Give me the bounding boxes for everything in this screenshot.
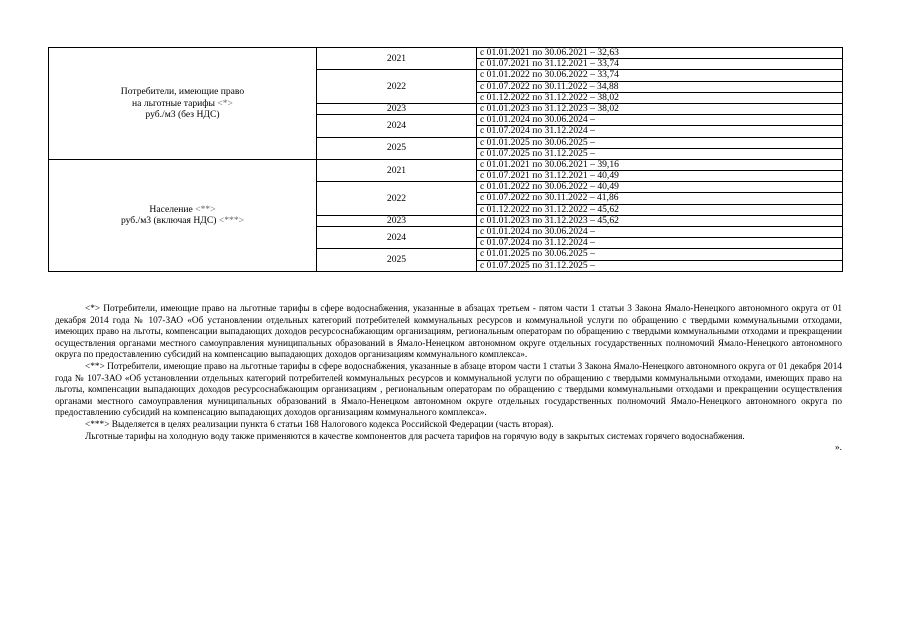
footnote-marker: <*> bbox=[217, 97, 233, 109]
period-cell bbox=[477, 70, 843, 104]
period-cell bbox=[477, 215, 843, 226]
period-cell bbox=[477, 227, 843, 249]
period-line: с 01.12.2022 по 31.12.2022 – 38,02 bbox=[477, 92, 842, 103]
footnote-1: <*> Потребители, имеющие право на льготные тарифы в сфере водоснабжения, указанные в абзацах третьем - пятом части 1 статьи 3 Закона Ямало-Ненецкого автономного округа от 01 декабря 2014 года № 107-ЗАО «Об установлении отдельных категорий потребителей коммунальных ресурсов и коммунальной услуги по обращению с твердыми коммунальными отходами, имеющих право на льготы, компенсации выпадающих доходов ресурсоснабжающим организациям, региональным операторам по обращению с твердыми коммунальными отходами и прекращении осуществления органами местного самоуправления муниципальных образований в Ямало-Ненецком автономном округе отдельных государственных полномочий Ямало-Ненецкого автономного округа по предоставлению субсидий на компенсацию выпадающих доходов организациям коммунального комплекса». bbox=[55, 304, 842, 361]
group-label-line: Население <**> bbox=[149, 203, 216, 215]
period-line: с 01.07.2021 по 31.12.2021 – 40,49 bbox=[477, 170, 842, 181]
group-label-population bbox=[49, 159, 317, 271]
group-label-line: Потребители, имеющие право bbox=[120, 86, 245, 98]
year-cell: 2025 bbox=[317, 249, 477, 271]
period-cell bbox=[477, 48, 843, 70]
table-row bbox=[49, 48, 843, 70]
year-cell: 2023 bbox=[317, 103, 477, 114]
closing-line bbox=[55, 443, 842, 455]
period-cell bbox=[477, 182, 843, 216]
footnote-marker: <**> bbox=[195, 203, 216, 215]
period-cell bbox=[477, 137, 843, 159]
period-line: с 01.07.2022 по 30.11.2022 – 34,88 bbox=[477, 81, 842, 92]
footnote-2: <**> Потребители, имеющие право на льготные тарифы в сфере водоснабжения, указанные в абзаце втором части 1 статьи 3 Закона Ямало-Ненецкого автономного округа от 01 декабря 2014 года № 107-ЗАО «Об установлении отдельных категорий потребителей коммунальных ресурсов и коммунальной услуги по обращению с твердыми коммунальными отходами, имеющих право на льготы, компенсации выпадающих доходов ресурсоснабжающим организациям , региональным операторам по обращению с твердыми коммунальными отходами и прекращении осуществления органами местного самоуправления муниципальных образований в Ямало-Ненецком автономном округе отдельных государственных полномочий Ямало-Ненецкого автономного округа по предоставлению субсидий на компенсацию выпадающих доходов организациям коммунального комплекса». bbox=[55, 361, 842, 419]
footnotes bbox=[55, 304, 842, 455]
table-row bbox=[49, 159, 843, 181]
group-label-privileged bbox=[49, 48, 317, 160]
period-cell bbox=[477, 249, 843, 271]
period-line: с 01.01.2025 по 30.06.2025 – bbox=[480, 248, 595, 260]
period-line: с 01.01.2021 по 30.06.2021 – 39,16 bbox=[480, 158, 619, 170]
footnote-marker: <***> bbox=[218, 215, 245, 227]
period-line: с 01.01.2021 по 30.06.2021 – 32,63 bbox=[480, 47, 619, 58]
closing-quote: ». bbox=[835, 443, 842, 454]
group-label-line: руб./м3 (без НДС) bbox=[145, 109, 220, 121]
period-line: с 01.12.2022 по 31.12.2022 – 45,62 bbox=[477, 204, 842, 215]
period-line: с 01.07.2021 по 31.12.2021 – 33,74 bbox=[477, 58, 842, 69]
period-line: с 01.07.2022 по 30.11.2022 – 41,86 bbox=[477, 192, 842, 203]
year-cell: 2021 bbox=[317, 159, 477, 181]
period-cell bbox=[477, 103, 843, 114]
period-line: с 01.01.2025 по 30.06.2025 – bbox=[480, 136, 595, 148]
year-cell: 2022 bbox=[317, 182, 477, 216]
group-label-line: руб./м3 (включая НДС) <***> bbox=[120, 215, 245, 227]
period-line: с 01.01.2023 по 31.12.2023 – 38,02 bbox=[480, 102, 619, 114]
period-line: с 01.01.2023 по 31.12.2023 – 45,62 bbox=[480, 214, 619, 226]
year-cell: 2022 bbox=[317, 70, 477, 104]
period-line: с 01.07.2024 по 31.12.2024 – bbox=[477, 125, 842, 136]
period-line: с 01.07.2025 по 31.12.2025 – bbox=[477, 148, 842, 159]
year-cell: 2024 bbox=[317, 227, 477, 249]
tariff-table bbox=[48, 47, 843, 272]
year-cell: 2025 bbox=[317, 137, 477, 159]
period-cell bbox=[477, 115, 843, 137]
footnote-3: <***> Выделяется в целях реализации пункта 6 статьи 168 Налогового кодекса Российской Федерации (часть вторая). bbox=[85, 419, 554, 430]
period-line: с 01.07.2024 по 31.12.2024 – bbox=[477, 237, 842, 248]
year-cell: 2023 bbox=[317, 215, 477, 226]
year-cell: 2024 bbox=[317, 115, 477, 137]
period-cell bbox=[477, 159, 843, 181]
period-line: с 01.01.2024 по 30.06.2024 – bbox=[480, 226, 595, 237]
period-line: с 01.01.2022 по 30.06.2022 – 33,74 bbox=[480, 69, 619, 81]
note-hot-water: Льготные тарифы на холодную воду также применяются в качестве компонентов для расчета тарифов на горячую воду в закрытых системах горячего водоснабжения. bbox=[85, 431, 745, 442]
period-line: с 01.07.2025 по 31.12.2025 – bbox=[477, 260, 842, 271]
year-cell: 2021 bbox=[317, 48, 477, 70]
group-label-line: на льготные тарифы <*> bbox=[132, 97, 233, 109]
period-line: с 01.01.2022 по 30.06.2022 – 40,49 bbox=[480, 181, 619, 193]
period-line: с 01.01.2024 по 30.06.2024 – bbox=[480, 114, 595, 126]
